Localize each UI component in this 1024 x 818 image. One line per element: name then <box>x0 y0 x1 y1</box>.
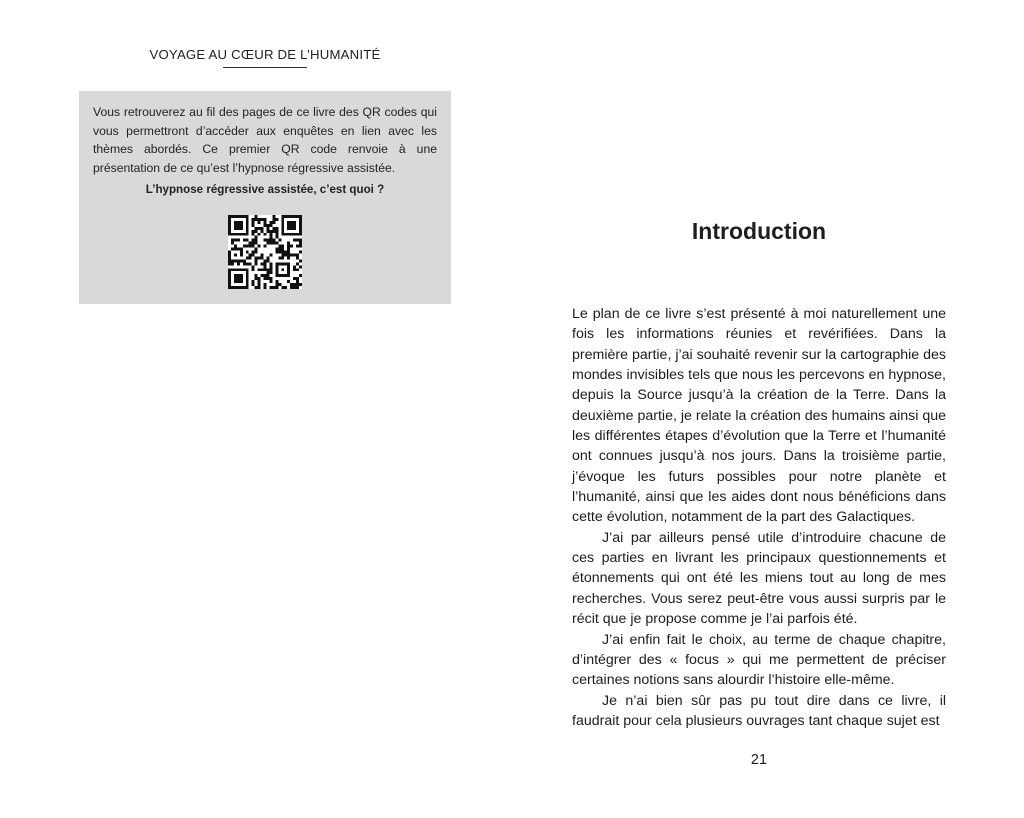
body-paragraph: J’ai enfin fait le choix, au terme de chaque chapitre, d’intégrer des « focus » qui me permettent de préciser certaines notions sans alourdir l’histoire elle-même. <box>572 631 946 689</box>
body-paragraph: J’ai par ailleurs pensé utile d’introduire chacune de ces parties en livrant les principaux questionnements et étonnements qui ont été les miens tout au long de mes recherches. Vous serez peut-être vous aussi surpris par le récit que je propose comme je l’ai parfois été. <box>572 529 946 628</box>
qr-caption: L’hypnose régressive assistée, c’est quoi ? <box>145 183 385 197</box>
qr-info-text: Vous retrouverez au fil des pages de ce livre des QR codes qui vous permettront d’accéder aux enquêtes en lien avec les thèmes abordés. Ce premier QR code renvoie à une présentation de ce qu’est l’hypnose régressive assistée. <box>93 105 437 175</box>
qr-info-box <box>79 91 451 304</box>
header-rule <box>223 67 307 68</box>
body-paragraph: Je n’ai bien sûr pas pu tout dire dans ce livre, il faudrait pour cela plusieurs ouvrages tant chaque sujet est <box>572 692 946 729</box>
body-text <box>572 304 946 731</box>
running-header: VOYAGE AU CŒUR DE L’HUMANITÉ <box>149 47 381 62</box>
qr-code-icon[interactable] <box>228 215 302 289</box>
page-number: 21 <box>750 752 768 768</box>
body-paragraph: Le plan de ce livre s’est présenté à moi naturellement une fois les informations réunies et revérifiées. Dans la première partie, j’ai souhaité revenir sur la cartographie des mondes invisibles tels que nous les percevons en hypnose, depuis la Source jusqu’à la création de la Terre. Dans la deuxième partie, je relate la création des humains ainsi que les différentes étapes d’évolution que la Terre et l’humanité ont connues jusqu’à nos jours. Dans la troisième partie, j’évoque les futurs possibles pour notre planète et l’humanité, ainsi que les aides dont nous bénéficions dans cette évolution, notamment de la part des Galactiques. <box>572 306 946 526</box>
chapter-title: Introduction <box>691 218 827 244</box>
